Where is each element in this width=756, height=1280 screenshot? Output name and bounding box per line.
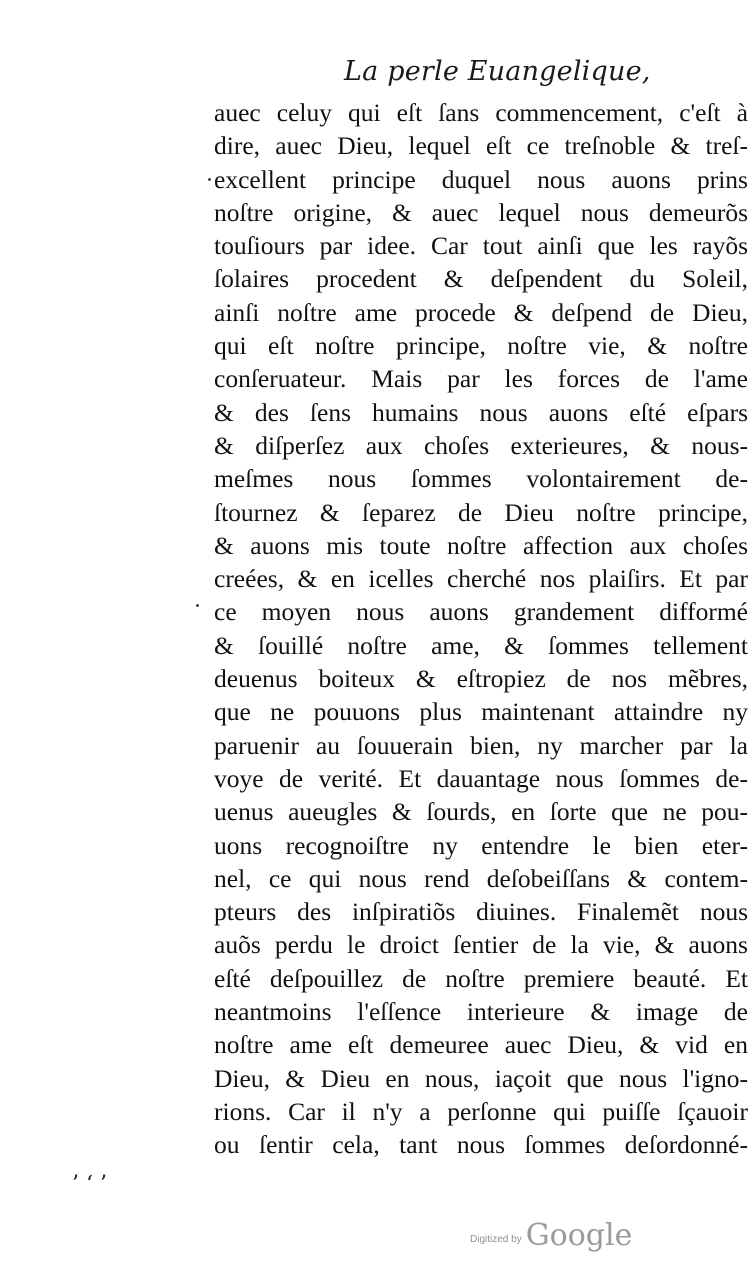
text-line: pteurs des inſpiratiõs diuines. Finalemẽt nous — [214, 897, 748, 927]
text-line: ſtournez & ſeparez de Dieu noſtre principe, — [214, 497, 748, 527]
text-line: auõs perdu le droict ſentier de la vie, & auons — [214, 930, 748, 960]
text-line: noſtre ame eſt demeuree auec Dieu, & vid en — [214, 1030, 748, 1060]
text-line: Dieu, & Dieu en nous, iaçoit que nous l'igno- — [214, 1063, 748, 1093]
text-line: paruenir au ſouuerain bien, ny marcher par la — [214, 730, 748, 760]
text-line: ſolaires procedent & deſpendent du Soleil, — [214, 264, 748, 294]
text-line: auec celuy qui eſt ſans commencement, c'eſt à — [214, 98, 748, 127]
scan-speck — [196, 604, 199, 607]
text-line: creées, & en icelles cherché nos plaiſirs. Et par — [214, 564, 748, 594]
text-line: & des ſens humains nous auons eſté eſpars — [214, 397, 748, 427]
text-line: rions. Car il n'y a perſonne qui puiſſe ſçauoir — [214, 1096, 748, 1126]
margin-specks: ’ ‘ ’ — [72, 1172, 107, 1197]
text-line: & diſperſez aux choſes exterieures, & nous- — [214, 430, 748, 460]
text-line: voye de verité. Et dauantage nous ſommes de- — [214, 763, 748, 793]
watermark-brand: Google — [525, 1218, 633, 1253]
text-line: & auons mis toute noſtre affection aux choſes — [214, 530, 748, 560]
text-line: excellent principe duquel nous auons prins — [214, 164, 748, 194]
text-line: uons recognoiſtre ny entendre le bien eter- — [214, 830, 748, 860]
text-line: & ſouillé noſtre ame, & ſommes tellement — [214, 630, 748, 660]
text-line: ainſi noſtre ame procede & deſpend de Dieu, — [214, 297, 748, 327]
text-line: qui eſt noſtre principe, noſtre vie, & noſtre — [214, 331, 748, 361]
text-line: conſeruateur. Mais par les forces de l'ame — [214, 364, 748, 394]
text-line: ou ſentir cela, tant nous ſommes deſordonné- — [214, 1130, 748, 1160]
text-line: noſtre origine, & auec lequel nous demeurõs — [214, 197, 748, 227]
text-line: eſté deſpouillez de noſtre premiere beauté. Et — [214, 963, 748, 993]
text-line: deuenus boiteux & eſtropiez de nos mẽbres, — [214, 664, 748, 694]
body-text — [214, 96, 748, 1162]
text-line: dire, auec Dieu, lequel eſt ce treſnoble & treſ- — [214, 131, 748, 161]
watermark-prefix: Digitized by — [470, 1234, 522, 1245]
text-line: ce moyen nous auons grandement difformé — [214, 597, 748, 627]
text-line: uenus aueugles & ſourds, en ſorte que ne pou- — [214, 797, 748, 827]
text-line: que ne pouuons plus maintenant attaindre ny — [214, 697, 748, 727]
scan-speck — [208, 178, 211, 181]
text-line: meſmes nous ſommes volontairement de- — [214, 464, 748, 494]
text-line: touſiours par idee. Car tout ainſi que les rayõs — [214, 231, 748, 261]
text-line: neantmoins l'eſſence interieure & image de — [214, 997, 748, 1027]
running-head: La perle Euangelique, — [344, 56, 651, 87]
text-line: nel, ce qui nous rend deſobeiſſans & contem- — [214, 863, 748, 893]
digitized-by-watermark — [470, 1218, 632, 1253]
